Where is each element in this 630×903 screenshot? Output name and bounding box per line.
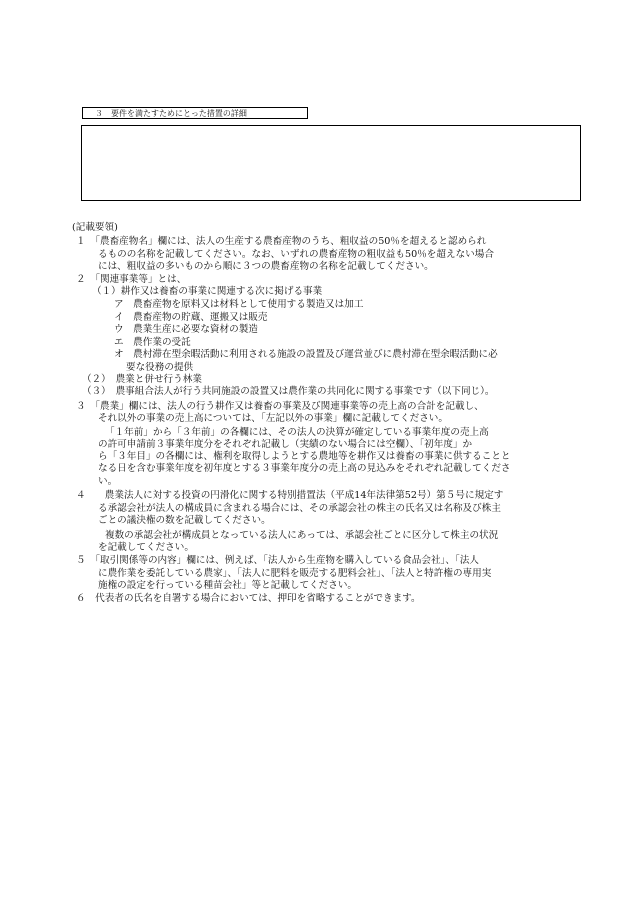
section-3-title: ３ 要件を満たすためにとった措置の詳細 bbox=[82, 107, 308, 119]
note-line: ２ 「関連事業等」とは、 bbox=[76, 274, 187, 285]
note-line: なる日を含む事業年度を初年度とする３事業年度分の売上高の見込みをそれぞれ記載してくださ bbox=[98, 463, 511, 474]
note-line: 施権の設定を行っている種苗会社」等と記載してください。 bbox=[98, 580, 358, 591]
note-line: い。 bbox=[98, 476, 118, 487]
note-line: る承認会社が法人の構成員に含まれる場合には、その承認会社の株主の氏名又は名称及び株主 bbox=[98, 503, 501, 514]
notes-heading: (記載要領) bbox=[72, 222, 118, 233]
note-line: １ 「農畜産物名」欄には、法人の生産する農畜産物のうち、粗収益の50％を超えると認められ bbox=[76, 236, 487, 247]
note-line: イ 農畜産物の貯蔵、運搬又は販売 bbox=[114, 312, 268, 323]
measures-detail-box[interactable] bbox=[81, 125, 581, 201]
note-line: を記載してください。 bbox=[98, 542, 194, 553]
note-line: 複数の承認会社が構成員となっている法人にあっては、承認会社ごとに区分して株主の状況 bbox=[105, 530, 499, 541]
note-line: （３） 農事組合法人が行う共同施設の設置又は農作業の共同化に関する事業です（以下同じ）。 bbox=[82, 386, 495, 397]
note-line: ６ 代表者の氏名を自署する場合においては、押印を省略することができます。 bbox=[76, 593, 421, 604]
note-line: （２） 農業と併せ行う林業 bbox=[82, 374, 202, 385]
note-line: ア 農畜産物を原料又は材料として使用する製造又は加工 bbox=[114, 299, 364, 310]
note-line: それ以外の事業の売上高については、「左記以外の事業」欄に記載してください。 bbox=[98, 413, 448, 424]
note-line: ３ 「農業」欄には、法人の行う耕作又は養畜の事業及び関連事業等の売上高の合計を記載し、 bbox=[76, 401, 484, 412]
note-line: の許可申請前３事業年度分をそれぞれ記載し（実績のない場合には空欄）、「初年度」か bbox=[98, 439, 473, 450]
note-line: るものの名称を記載してください。なお、いずれの農畜産物の粗収益も50％を超えない場合 bbox=[98, 249, 494, 260]
note-line: ごとの議決権の数を記載してください。 bbox=[98, 515, 271, 526]
note-line: 要な役務の提供 bbox=[126, 362, 194, 373]
note-line: ５ 「取引関係等の内容」欄には、例えば、「法人から生産物を購入している食品会社」、「法人 bbox=[76, 555, 479, 566]
note-line: に農作業を委託している農家」、「法人に肥料を販売する肥料会社」、「法人と特許権の専用実 bbox=[98, 568, 492, 579]
note-line: エ 農作業の受託 bbox=[114, 337, 191, 348]
note-line: ウ 農業生産に必要な資材の製造 bbox=[114, 324, 258, 335]
note-line: （１）耕作又は養畜の事業に関連する次に掲げる事業 bbox=[92, 286, 323, 297]
note-line: オ 農村滞在型余暇活動に利用される施設の設置及び運営並びに農村滞在型余暇活動に必 bbox=[114, 349, 498, 360]
note-line: ４ 農業法人に対する投資の円滑化に関する特別措置法（平成14年法律第52号）第５号に規定す bbox=[76, 490, 504, 501]
note-line: には、粗収益の多いものから順に３つの農畜産物の名称を記載してください。 bbox=[98, 261, 434, 272]
note-line: ら「３年目」の各欄には、権利を取得しようとする農地等を耕作又は養畜の事業に供することと bbox=[98, 451, 511, 462]
note-line: 「１年前」から「３年前」の各欄には、その法人の決算が確定している事業年度の売上高 bbox=[105, 427, 489, 438]
